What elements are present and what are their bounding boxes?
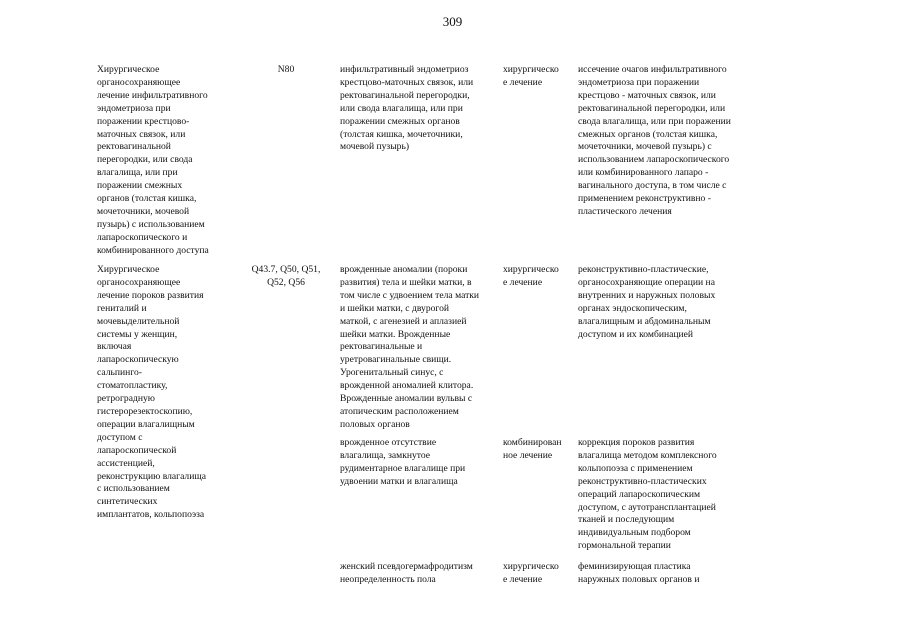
row1-codes: N80 xyxy=(277,64,295,75)
row1-treatment-type: хирургическо е лечение xyxy=(503,64,559,88)
row1-procedure-name: Хирургическое органосохраняющее лечение инфильтративного эндометриоза при поражении крестцово- маточных связок, или ректовагинальной перегородки, или свода влагалища, или при поражении смежных органов (толстая кишка, мочеточники, мочевой пузырь) с использованием лапароскопического и комбинированного доступа xyxy=(97,64,209,256)
row1-method: иссечение очагов инфильтративного эндометриоза при поражении крестцово - маточных связок, или ректовагинальной перегородки, или свода влагалища, или при поражении смежных органов (толстая кишка, мочеточники, мочевой пузырь) с использованием лапароскопического или комбинированного лапаро - вагинального доступа, в том числе с применением реконструктивно - пластического лечения xyxy=(578,64,731,217)
row4-patient-model: женский псевдогермафродитизм неопределенность пола xyxy=(340,561,473,585)
row3-method: коррекция пороков развития влагалища методом комплексного кольпопоэза с применением реконструктивно-пластических операций лапароскопическим доступом, с аутотрансплантацией тканей и последующим индивидуальным подбором гормональной терапии xyxy=(578,437,717,552)
row1-patient-model: инфильтративный эндометриоз крестцово-маточных связок, или ректовагинальной перегородки, или свода влагалища, или при поражении смежных органов (толстая кишка, мочеточники, мочевой пузырь) xyxy=(340,64,474,153)
row2-treatment-type: хирургическо е лечение xyxy=(503,264,559,288)
row4-method: феминизирующая пластика наружных половых органов и xyxy=(578,561,700,585)
row4-treatment-type: хирургическо е лечение xyxy=(503,561,559,585)
row2-method: реконструктивно-пластические, органосохраняющие операции на внутренних и наружных половых органах эндоскопическим, влагалищным и абдоминальным доступом и их комбинацией xyxy=(578,264,716,340)
row2-procedure-name: Хирургическое органосохраняющее лечение пороков развития гениталий и мочевыделительной системы у женщин, включая лапароскопическую сальпинго- стоматопластику, ретроградную гистерорезектоскопию, операции влагалищным доступом с лапароскопической ассистенцией, реконструкцию влагалища с использованием синтетических имплантатов, кольпопоэза xyxy=(97,264,206,521)
row2-codes: Q43.7, Q50, Q51, Q52, Q56 xyxy=(251,264,321,288)
row3-treatment-type: комбинирован ное лечение xyxy=(503,437,562,461)
row3-patient-model: врожденное отсутствие влагалища, замкнутое рудиментарное влагалище при удвоении матки и влагалища xyxy=(340,437,466,487)
row2-patient-model: врожденные аномалии (пороки развития) тела и шейки матки, в том числе с удвоением тела матки и шейки матки, с двурогой маткой, с агенезией и аплазией шейки матки. Врожденные ректовагинальные и уретровагинальные свищи. Урогенитальный синус, с врожденной аномалией клитора. Врожденные аномалии вульвы с атопическим расположением половых органов xyxy=(340,264,480,430)
page-number: 309 xyxy=(442,14,463,29)
